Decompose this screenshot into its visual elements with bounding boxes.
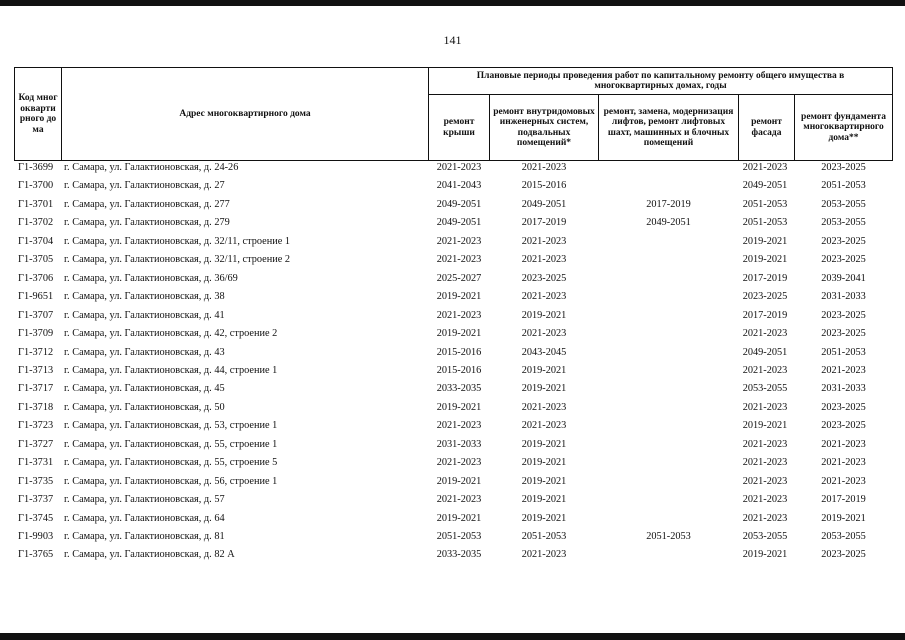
cell-code: Г1-3765 bbox=[18, 549, 54, 561]
cell-roof: 2021-2023 bbox=[436, 162, 482, 173]
cell-code: Г1-9651 bbox=[18, 291, 54, 303]
scan-bottom-border bbox=[0, 633, 905, 640]
cell-systems: 2021-2023 bbox=[521, 328, 567, 340]
cell-code: Г1-3735 bbox=[18, 475, 54, 487]
cell-code: Г1-3731 bbox=[18, 457, 54, 469]
cell-facade: 2017-2019 bbox=[742, 272, 788, 284]
header-foundation-text: ремонт фундамента многоквартирного дома** bbox=[801, 111, 886, 143]
cell-foundation: 2053-2055 bbox=[821, 198, 866, 210]
cell-facade: 2053-2055 bbox=[742, 383, 788, 395]
cell-facade: 2019-2021 bbox=[742, 549, 788, 561]
cell-facade: 2023-2025 bbox=[742, 291, 788, 303]
cell-code: Г1-3702 bbox=[18, 217, 54, 229]
cell-address: г. Самара, ул. Галактионовская, д. 56, строение 1 bbox=[64, 475, 278, 487]
cell-foundation: 2053-2055 bbox=[821, 217, 866, 229]
header-facade-text: ремонт фасада bbox=[751, 117, 782, 138]
cell-foundation: 2051-2053 bbox=[821, 346, 866, 358]
header-bottom-border bbox=[14, 160, 893, 161]
cell-roof: 2031-2033 bbox=[436, 438, 482, 450]
cell-roof: 2033-2035 bbox=[436, 549, 482, 561]
cell-facade: 2021-2023 bbox=[742, 162, 788, 173]
cell-address: г. Самара, ул. Галактионовская, д. 53, строение 1 bbox=[64, 420, 278, 432]
cell-foundation: 2021-2023 bbox=[821, 364, 866, 376]
header-systems-text: ремонт внутридомовых инженерных систем, подвальных помещений* bbox=[493, 106, 595, 148]
cell-code: Г1-3700 bbox=[18, 180, 54, 192]
cell-foundation: 2023-2025 bbox=[821, 254, 866, 266]
cell-roof: 2021-2023 bbox=[436, 309, 482, 321]
cell-code: Г1-3737 bbox=[18, 494, 54, 506]
cell-facade: 2021-2023 bbox=[742, 494, 788, 506]
header-roof-text: ремонт крыши bbox=[443, 117, 475, 138]
cell-systems: 2017-2019 bbox=[521, 217, 567, 229]
cell-address: г. Самара, ул. Галактионовская, д. 55, строение 5 bbox=[64, 457, 278, 469]
cell-foundation: 2051-2053 bbox=[821, 180, 866, 192]
cell-roof: 2019-2021 bbox=[436, 475, 482, 487]
cell-systems: 2019-2021 bbox=[521, 494, 567, 506]
cell-foundation: 2023-2025 bbox=[821, 235, 866, 247]
cell-facade: 2021-2023 bbox=[742, 512, 788, 524]
cell-foundation: 2019-2021 bbox=[821, 512, 866, 524]
cell-code: Г1-3718 bbox=[18, 401, 54, 413]
cell-foundation: 2031-2033 bbox=[821, 383, 866, 395]
cell-address: г. Самара, ул. Галактионовская, д. 45 bbox=[64, 383, 225, 395]
header-periods bbox=[429, 68, 892, 94]
cell-address: г. Самара, ул. Галактионовская, д. 42, строение 2 bbox=[64, 328, 278, 340]
cell-facade: 2019-2021 bbox=[742, 235, 788, 247]
cell-roof: 2025-2027 bbox=[436, 272, 482, 284]
cell-address: г. Самара, ул. Галактионовская, д. 44, строение 1 bbox=[64, 364, 278, 376]
cell-foundation: 2031-2033 bbox=[821, 291, 866, 303]
cell-address: г. Самара, ул. Галактионовская, д. 277 bbox=[64, 198, 230, 210]
cell-foundation: 2021-2023 bbox=[821, 438, 866, 450]
cell-facade: 2019-2021 bbox=[742, 254, 788, 266]
cell-code: Г1-3705 bbox=[18, 254, 54, 266]
cell-address: г. Самара, ул. Галактионовская, д. 36/69 bbox=[64, 272, 238, 284]
header-systems bbox=[490, 95, 598, 160]
cell-systems: 2023-2025 bbox=[521, 272, 567, 284]
cell-address: г. Самара, ул. Галактионовская, д. 38 bbox=[64, 291, 225, 303]
cell-roof: 2049-2051 bbox=[436, 217, 482, 229]
cell-address: г. Самара, ул. Галактионовская, д. 50 bbox=[64, 401, 225, 413]
scan-top-border bbox=[0, 0, 905, 6]
table-right-border bbox=[892, 67, 893, 161]
cell-systems: 2021-2023 bbox=[521, 420, 567, 432]
cell-facade: 2017-2019 bbox=[742, 309, 788, 321]
cell-address: г. Самара, ул. Галактионовская, д. 24-26 bbox=[64, 162, 239, 173]
page-number: 141 bbox=[443, 33, 462, 47]
cell-roof: 2019-2021 bbox=[436, 512, 482, 524]
cell-address: г. Самара, ул. Галактионовская, д. 27 bbox=[64, 180, 225, 192]
cell-code: Г1-3717 bbox=[18, 383, 54, 395]
cell-address: г. Самара, ул. Галактионовская, д. 41 bbox=[64, 309, 225, 321]
cell-code: Г1-3723 bbox=[18, 420, 54, 432]
cell-facade: 2021-2023 bbox=[742, 401, 788, 413]
cell-lifts: 2049-2051 bbox=[646, 217, 691, 229]
cell-foundation: 2021-2023 bbox=[821, 475, 866, 487]
cell-code: Г1-3707 bbox=[18, 309, 54, 321]
cell-code: Г1-3713 bbox=[18, 364, 54, 376]
cell-code: Г1-3712 bbox=[18, 346, 54, 358]
cell-roof: 2049-2051 bbox=[436, 198, 482, 210]
cell-systems: 2021-2023 bbox=[521, 549, 567, 561]
header-periods-text: Плановые периоды проведения работ по капитальному ремонту общего имущества в многоквартирных домах, годы bbox=[476, 70, 845, 91]
cell-systems: 2019-2021 bbox=[521, 475, 567, 487]
cell-code: Г1-3709 bbox=[18, 328, 54, 340]
cell-systems: 2019-2021 bbox=[521, 512, 567, 524]
cell-foundation: 2039-2041 bbox=[821, 272, 866, 284]
cell-lifts: 2017-2019 bbox=[646, 198, 691, 210]
cell-address: г. Самара, ул. Галактионовская, д. 81 bbox=[64, 531, 225, 542]
cell-foundation: 2017-2019 bbox=[821, 494, 866, 506]
cell-address: г. Самара, ул. Галактионовская, д. 82 А bbox=[64, 549, 235, 561]
cell-foundation: 2053-2055 bbox=[821, 531, 866, 542]
cell-code: Г1-3706 bbox=[18, 272, 54, 284]
cell-foundation: 2023-2025 bbox=[821, 309, 866, 321]
cell-roof: 2021-2023 bbox=[436, 457, 482, 469]
cell-foundation: 2023-2025 bbox=[821, 401, 866, 413]
header-code bbox=[15, 68, 61, 160]
cell-facade: 2021-2023 bbox=[742, 328, 788, 340]
cell-address: г. Самара, ул. Галактионовская, д. 32/11, строение 1 bbox=[64, 235, 291, 247]
cell-roof: 2021-2023 bbox=[436, 235, 482, 247]
header-address-text: Адрес многоквартирного дома bbox=[179, 108, 311, 119]
cell-systems: 2021-2023 bbox=[521, 401, 567, 413]
cell-roof: 2019-2021 bbox=[436, 328, 482, 340]
cell-code: Г1-9903 bbox=[18, 531, 54, 542]
cell-code: Г1-3745 bbox=[18, 512, 54, 524]
cell-roof: 2021-2023 bbox=[436, 420, 482, 432]
cell-foundation: 2023-2025 bbox=[821, 420, 866, 432]
cell-address: г. Самара, ул. Галактионовская, д. 55, строение 1 bbox=[64, 438, 278, 450]
header-lifts bbox=[599, 95, 738, 160]
cell-systems: 2051-2053 bbox=[521, 531, 567, 542]
cell-code: Г1-3704 bbox=[18, 235, 54, 247]
cell-systems: 2021-2023 bbox=[521, 162, 567, 173]
cell-roof: 2019-2021 bbox=[436, 401, 482, 413]
cell-address: г. Самара, ул. Галактионовская, д. 43 bbox=[64, 346, 225, 358]
header-address bbox=[62, 68, 428, 160]
header-foundation bbox=[795, 95, 892, 160]
cell-foundation: 2021-2023 bbox=[821, 457, 866, 469]
cell-foundation: 2023-2025 bbox=[821, 549, 866, 561]
cell-systems: 2021-2023 bbox=[521, 291, 567, 303]
cell-systems: 2021-2023 bbox=[521, 235, 567, 247]
cell-address: г. Самара, ул. Галактионовская, д. 64 bbox=[64, 512, 225, 524]
cell-facade: 2021-2023 bbox=[742, 475, 788, 487]
cell-address: г. Самара, ул. Галактионовская, д. 279 bbox=[64, 217, 230, 229]
header-facade bbox=[739, 95, 794, 160]
header-code-text: Код многоквартирного дома bbox=[18, 93, 58, 135]
cell-code: Г1-3699 bbox=[18, 162, 54, 173]
cell-code: Г1-3701 bbox=[18, 198, 54, 210]
cell-address: г. Самара, ул. Галактионовская, д. 57 bbox=[64, 494, 225, 506]
cell-facade: 2021-2023 bbox=[742, 457, 788, 469]
cell-roof: 2019-2021 bbox=[436, 291, 482, 303]
cell-systems: 2021-2023 bbox=[521, 254, 567, 266]
cell-code: Г1-3727 bbox=[18, 438, 54, 450]
cell-systems: 2043-2045 bbox=[521, 346, 567, 358]
cell-roof: 2041-2043 bbox=[436, 180, 482, 192]
cell-facade: 2049-2051 bbox=[742, 180, 788, 192]
cell-systems: 2019-2021 bbox=[521, 364, 567, 376]
cell-foundation: 2023-2025 bbox=[821, 162, 866, 173]
cell-roof: 2021-2023 bbox=[436, 494, 482, 506]
cell-systems: 2019-2021 bbox=[521, 309, 567, 321]
cell-address: г. Самара, ул. Галактионовская, д. 32/11, строение 2 bbox=[64, 254, 291, 266]
cell-systems: 2015-2016 bbox=[521, 180, 567, 192]
cell-foundation: 2023-2025 bbox=[821, 328, 866, 340]
cell-roof: 2015-2016 bbox=[436, 346, 482, 358]
cell-facade: 2053-2055 bbox=[742, 531, 788, 542]
cell-facade: 2049-2051 bbox=[742, 346, 788, 358]
cell-facade: 2051-2053 bbox=[742, 217, 788, 229]
cell-facade: 2019-2021 bbox=[742, 420, 788, 432]
cell-systems: 2019-2021 bbox=[521, 457, 567, 469]
cell-facade: 2021-2023 bbox=[742, 364, 788, 376]
cell-lifts: 2051-2053 bbox=[646, 531, 691, 542]
cell-roof: 2015-2016 bbox=[436, 364, 482, 376]
cell-facade: 2021-2023 bbox=[742, 438, 788, 450]
cell-roof: 2033-2035 bbox=[436, 383, 482, 395]
header-roof bbox=[429, 95, 489, 160]
cell-systems: 2049-2051 bbox=[521, 198, 567, 210]
cell-systems: 2019-2021 bbox=[521, 438, 567, 450]
cell-roof: 2051-2053 bbox=[436, 531, 482, 542]
cell-systems: 2019-2021 bbox=[521, 383, 567, 395]
cell-roof: 2021-2023 bbox=[436, 254, 482, 266]
header-lifts-text: ремонт, замена, модернизация лифтов, ремонт лифтовых шахт, машинных и блочных помещений bbox=[603, 106, 734, 148]
cell-facade: 2051-2053 bbox=[742, 198, 788, 210]
